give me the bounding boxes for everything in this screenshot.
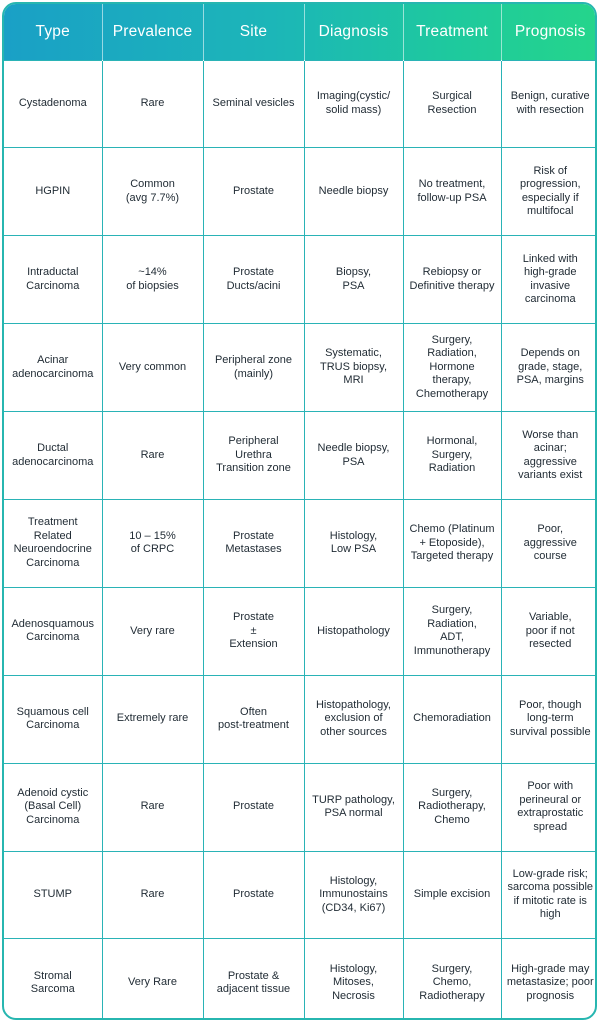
cell-type: Cystadenoma xyxy=(4,60,102,148)
cell-diagnosis: Histopathology, exclusion of other sources xyxy=(304,675,403,763)
cell-prognosis: High-grade may metastasize; poor prognosis xyxy=(501,939,597,1020)
table-row xyxy=(4,412,597,500)
cell-treatment: No treatment, follow-up PSA xyxy=(403,148,501,236)
cell-prognosis: Worse than acinar; aggressive variants exist xyxy=(501,412,597,500)
cell-prevalence: Common (avg 7.7%) xyxy=(102,148,203,236)
table-row xyxy=(4,60,597,148)
cell-type: Treatment Related Neuroendocrine Carcinoma xyxy=(4,499,102,587)
cell-site: Prostate ± Extension xyxy=(203,587,304,675)
cell-prevalence: Rare xyxy=(102,60,203,148)
cell-diagnosis: Histology, Low PSA xyxy=(304,499,403,587)
cell-prevalence: Rare xyxy=(102,851,203,939)
cell-treatment: Surgery, Radiation, ADT, Immunotherapy xyxy=(403,587,501,675)
cell-prognosis: Linked with high-grade invasive carcinoma xyxy=(501,236,597,324)
cell-prognosis: Poor, though long-term survival possible xyxy=(501,675,597,763)
cell-prognosis: Depends on grade, stage, PSA, margins xyxy=(501,324,597,412)
cell-diagnosis: Needle biopsy xyxy=(304,148,403,236)
cell-site: Peripheral zone (mainly) xyxy=(203,324,304,412)
header-row xyxy=(4,4,597,60)
cell-diagnosis: Imaging(cystic/ solid mass) xyxy=(304,60,403,148)
cell-site: Prostate Ducts/acini xyxy=(203,236,304,324)
cell-prevalence: Rare xyxy=(102,412,203,500)
cell-diagnosis: Histopathology xyxy=(304,587,403,675)
header-treatment: Treatment xyxy=(403,4,501,60)
header-site: Site xyxy=(203,4,304,60)
cell-treatment: Surgery, Radiation, Hormone therapy, Chemotherapy xyxy=(403,324,501,412)
cell-treatment: Chemo (Platinum + Etoposide), Targeted therapy xyxy=(403,499,501,587)
cell-site: Prostate Metastases xyxy=(203,499,304,587)
cell-type: Adenoid cystic (Basal Cell) Carcinoma xyxy=(4,763,102,851)
cell-site: Seminal vesicles xyxy=(203,60,304,148)
cell-type: Squamous cell Carcinoma xyxy=(4,675,102,763)
table-row xyxy=(4,236,597,324)
cell-diagnosis: Biopsy, PSA xyxy=(304,236,403,324)
cell-treatment: Simple excision xyxy=(403,851,501,939)
header-prognosis: Prognosis xyxy=(514,22,586,40)
cell-site: Prostate xyxy=(203,763,304,851)
cell-prevalence: Very Rare xyxy=(102,939,203,1020)
cell-prevalence: 10 – 15% of CRPC xyxy=(102,499,203,587)
table-row xyxy=(4,939,597,1020)
cell-prognosis: Poor, aggressive course xyxy=(501,499,597,587)
cell-site: Prostate xyxy=(203,851,304,939)
table-row xyxy=(4,587,597,675)
cell-type: Intraductal Carcinoma xyxy=(4,236,102,324)
cell-prognosis: Benign, curative with resection xyxy=(501,60,597,148)
table-row xyxy=(4,499,597,587)
cell-prognosis: Poor with perineural or extraprostatic spread xyxy=(501,763,597,851)
cell-type: STUMP xyxy=(4,851,102,939)
cell-site: Peripheral Urethra Transition zone xyxy=(203,412,304,500)
cell-site: Prostate & adjacent tissue xyxy=(203,939,304,1020)
table-row xyxy=(4,148,597,236)
table-row xyxy=(4,851,597,939)
header-prevalence: Prevalence xyxy=(102,4,203,60)
cell-type: Acinar adenocarcinoma xyxy=(4,324,102,412)
table-body xyxy=(4,60,597,1020)
cell-type: Ductal adenocarcinoma xyxy=(4,412,102,500)
header-type: Type xyxy=(4,4,102,60)
cell-prevalence: Extremely rare xyxy=(102,675,203,763)
cell-type: HGPIN xyxy=(4,148,102,236)
cell-prevalence: Rare xyxy=(102,763,203,851)
cell-treatment: Chemoradiation xyxy=(403,675,501,763)
cell-diagnosis: Histology, Mitoses, Necrosis xyxy=(304,939,403,1020)
cell-prevalence: ~14% of biopsies xyxy=(102,236,203,324)
cell-diagnosis: Histology, Immunostains (CD34, Ki67) xyxy=(304,851,403,939)
cell-treatment: Surgery, Chemo, Radiotherapy xyxy=(403,939,501,1020)
table-row xyxy=(4,763,597,851)
cell-prognosis: Risk of progression, especially if multifocal xyxy=(501,148,597,236)
table-row xyxy=(4,324,597,412)
cell-treatment: Rebiopsy or Definitive therapy xyxy=(403,236,501,324)
cell-site: Often post-treatment xyxy=(203,675,304,763)
cell-diagnosis: Systematic, TRUS biopsy, MRI xyxy=(304,324,403,412)
cell-site: Prostate xyxy=(203,148,304,236)
cell-treatment: Hormonal, Surgery, Radiation xyxy=(403,412,501,500)
cell-prevalence: Very common xyxy=(102,324,203,412)
cell-prevalence: Very rare xyxy=(102,587,203,675)
tumor-comparison-table xyxy=(4,4,597,1020)
cell-type: Stromal Sarcoma xyxy=(4,939,102,1020)
cell-treatment: Surgical Resection xyxy=(403,60,501,148)
cell-prognosis: Variable, poor if not resected xyxy=(501,587,597,675)
cell-treatment: Surgery, Radiotherapy, Chemo xyxy=(403,763,501,851)
cell-prognosis: Low-grade risk; sarcoma possible if mitotic rate is high xyxy=(501,851,597,939)
table-row xyxy=(4,675,597,763)
prostate-tumor-table-card xyxy=(2,2,597,1020)
cell-diagnosis: Needle biopsy, PSA xyxy=(304,412,403,500)
table-header xyxy=(4,4,597,60)
header-diagnosis: Diagnosis xyxy=(304,4,403,60)
cell-diagnosis: TURP pathology, PSA normal xyxy=(304,763,403,851)
cell-type: Adenosquamous Carcinoma xyxy=(4,587,102,675)
